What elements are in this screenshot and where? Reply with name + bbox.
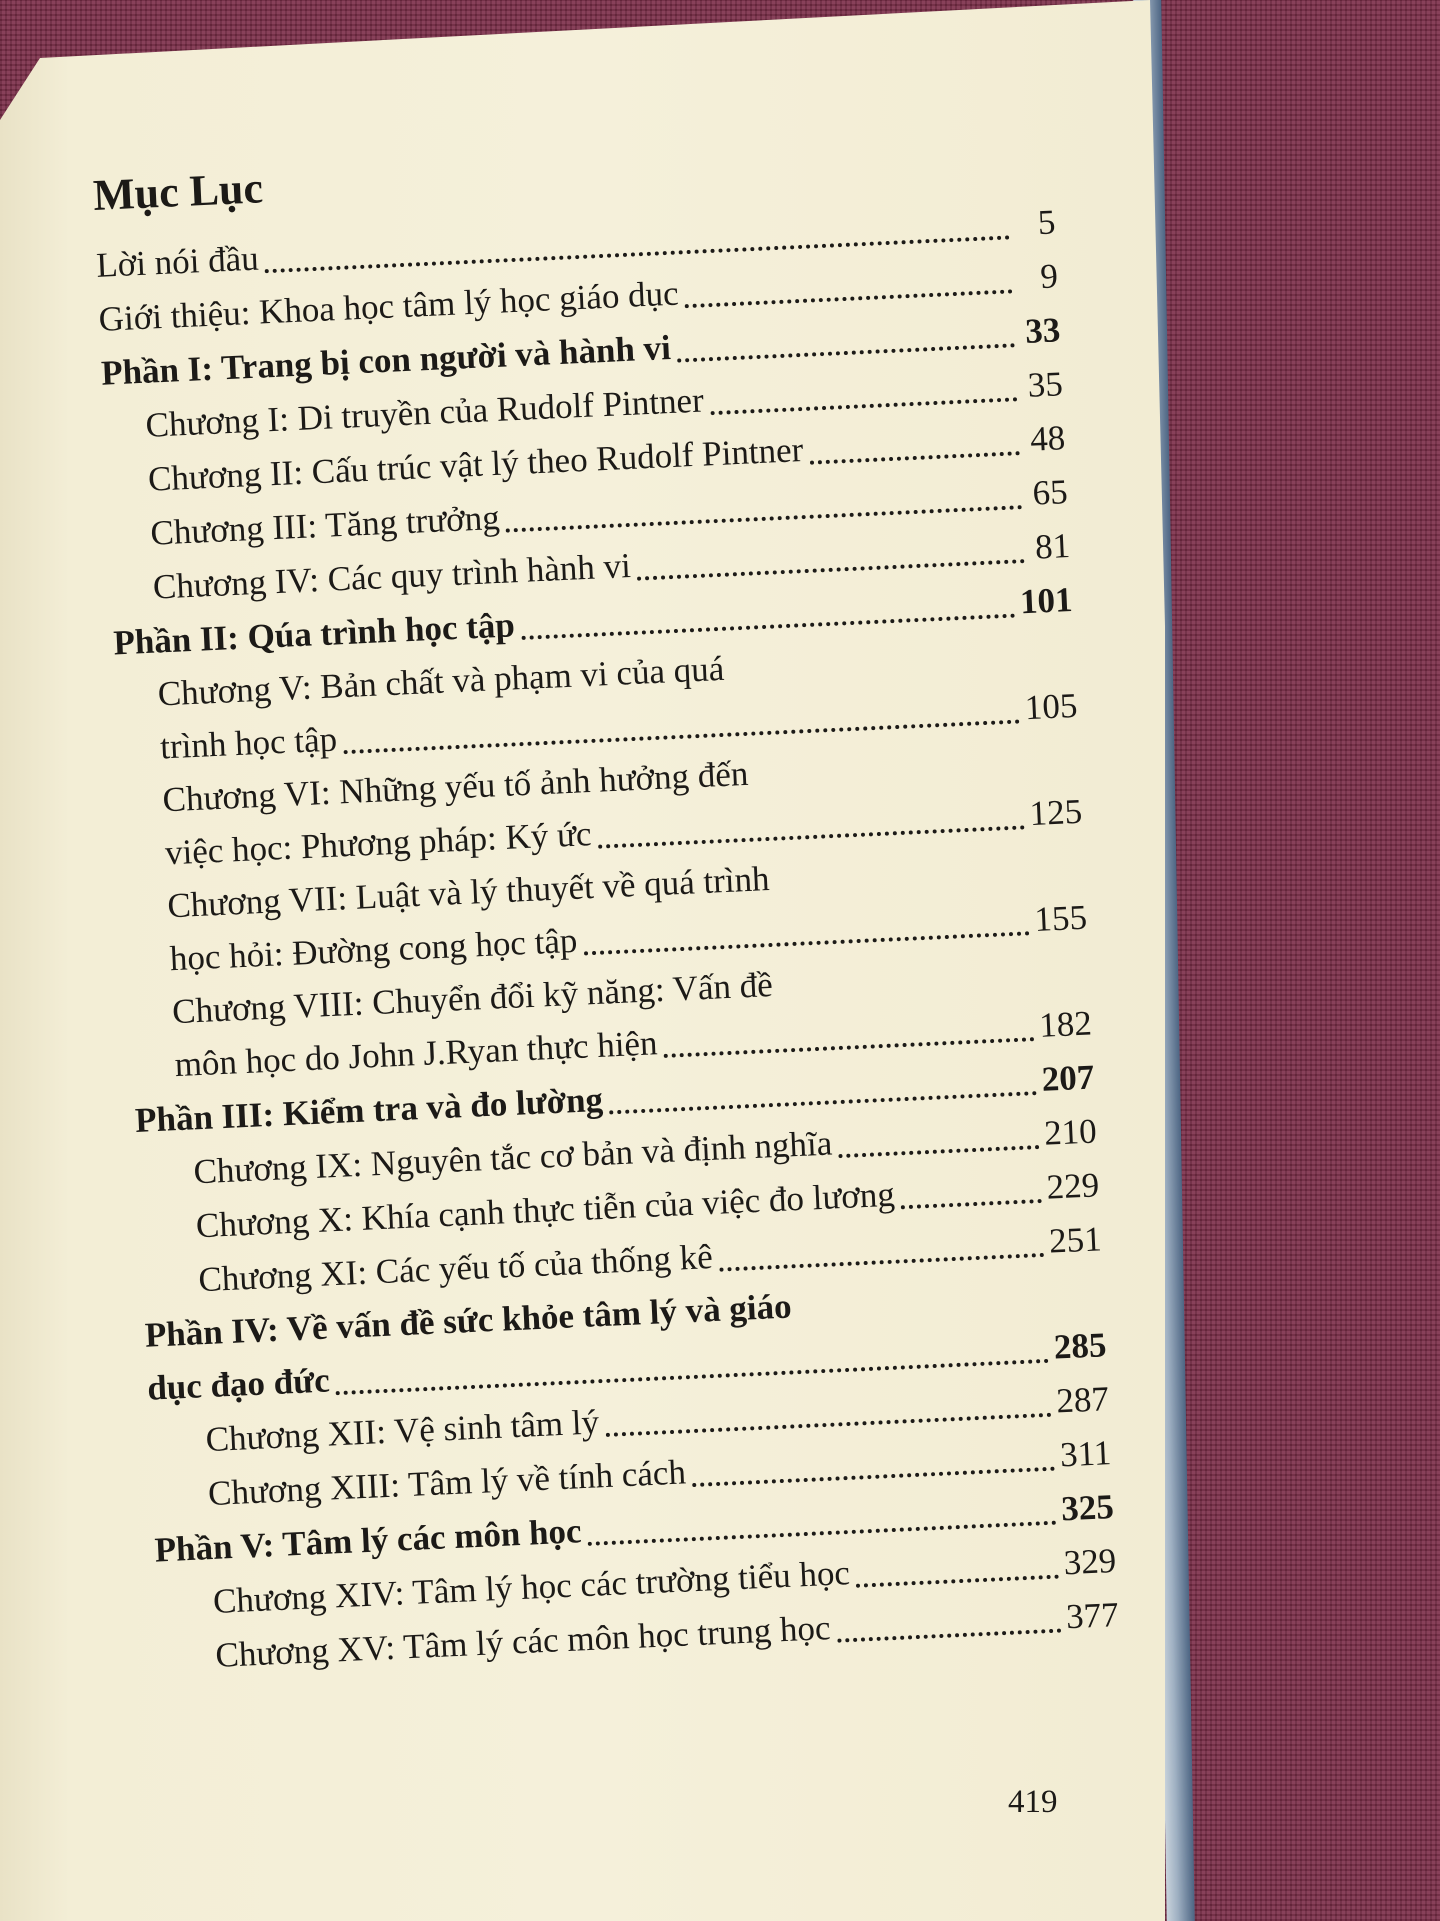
toc-entry-page: 48 [1029,418,1067,459]
toc-entry-label: môn học do John J.Ryan thực hiện [173,1023,659,1085]
toc-entry-label: Phần I: Trang bị con người và hành vi [100,327,672,393]
toc-entry-page: 101 [1019,579,1074,622]
toc-entry-page: 9 [1039,256,1059,297]
toc-entry-page: 81 [1034,526,1071,567]
toc-entry-page: 125 [1028,791,1083,834]
toc-entry-page: 210 [1043,1111,1098,1153]
toc-entry-first-line: Chương VI: Những yếu tố ảnh hưởng đến [161,753,750,820]
toc-entry-label: Chương II: Cấu trúc vật lý theo Rudolf Pintner [147,430,805,499]
toc-entry-label: việc học: Phương pháp: Ký ức [164,814,593,873]
page-number: 419 [1008,1784,1058,1820]
toc-entry-label: Chương III: Tăng trưởng [149,497,501,553]
toc-entry-page: 5 [1036,202,1057,243]
toc-entry-label: Chương XIV: Tâm lý học các trường tiểu học [212,1553,851,1621]
toc-entry-label: Chương I: Di truyền của Rudolf Pintner [144,380,705,445]
toc-entry-label: Giới thiệu: Khoa học tâm lý học giáo dục [97,273,680,339]
toc-entry-label: Chương X: Khía cạnh thực tiễn của việc đo lương [195,1174,896,1246]
toc-entry-label: Chương IV: Các quy trình hành vi [152,545,632,607]
toc-entry-page: 155 [1033,897,1088,939]
toc-entry-page: 329 [1062,1540,1118,1583]
toc-entry-label: Chương XII: Vệ sinh tâm lý [204,1402,600,1460]
toc-entry-page: 65 [1031,472,1069,513]
toc-entry-page: 35 [1026,364,1064,405]
toc-entry-first-line: Chương VII: Luật và lý thuyết về quá trình [166,859,771,926]
toc-entry-page: 285 [1053,1325,1108,1367]
leader-dots [692,1467,1054,1487]
toc-entry-page: 182 [1038,1003,1093,1045]
toc-entry-first-line: Chương V: Bản chất và phạm vi của quá [156,648,726,714]
toc-entry-first-line: Chương VIII: Chuyển đổi kỹ năng: Vấn đề [171,964,774,1032]
toc-entry-page: 287 [1055,1379,1110,1421]
toc-entry-label: Phần V: Tâm lý các môn học [153,1511,583,1570]
toc-entry-first-line: Phần IV: Về vấn đề sức khỏe tâm lý và giáo [144,1286,793,1355]
leader-dots [685,289,1013,308]
toc-entry-label: học hỏi: Đường cong học tập [168,920,579,979]
toc-entry-page: 325 [1060,1487,1115,1529]
toc-entry-label: Chương XI: Các yếu tố của thống kê [197,1236,714,1300]
toc-entry-page: 207 [1040,1057,1096,1099]
toc-entry-label: Lời nói đầu [95,238,260,285]
leader-dots [810,451,1020,465]
toc-entry-label: trình học tập [159,719,338,767]
toc-entry-label: Phần II: Qúa trình học tập [112,605,516,663]
leader-dots [839,1145,1039,1158]
toc-entry-page: 311 [1059,1433,1113,1475]
leader-dots [856,1575,1058,1588]
toc-title: Mục Lục [92,163,264,220]
toc-entry-page: 251 [1048,1219,1103,1261]
toc-entry-page: 33 [1024,310,1062,351]
table-of-contents [92,126,1120,1685]
toc-entry-page: 105 [1023,685,1079,728]
toc-entry-label: Chương XIII: Tâm lý về tính cách [207,1452,687,1514]
toc-entry-page: 377 [1065,1594,1120,1637]
toc-entry-label: dục đạo đức [146,1360,331,1408]
leader-dots [837,1629,1061,1643]
leader-dots [719,1253,1044,1272]
toc-entry-label: Chương IX: Nguyên tắc cơ bản và định nghĩa [192,1123,833,1192]
leader-dots [901,1199,1041,1209]
toc-entry-label: Phần III: Kiểm tra và đo lường [134,1079,604,1141]
toc-entry-page: 229 [1045,1165,1100,1207]
leader-dots [677,343,1015,362]
leader-dots [710,397,1017,415]
toc-entry-label: Chương XV: Tâm lý các môn học trung học [214,1608,832,1675]
